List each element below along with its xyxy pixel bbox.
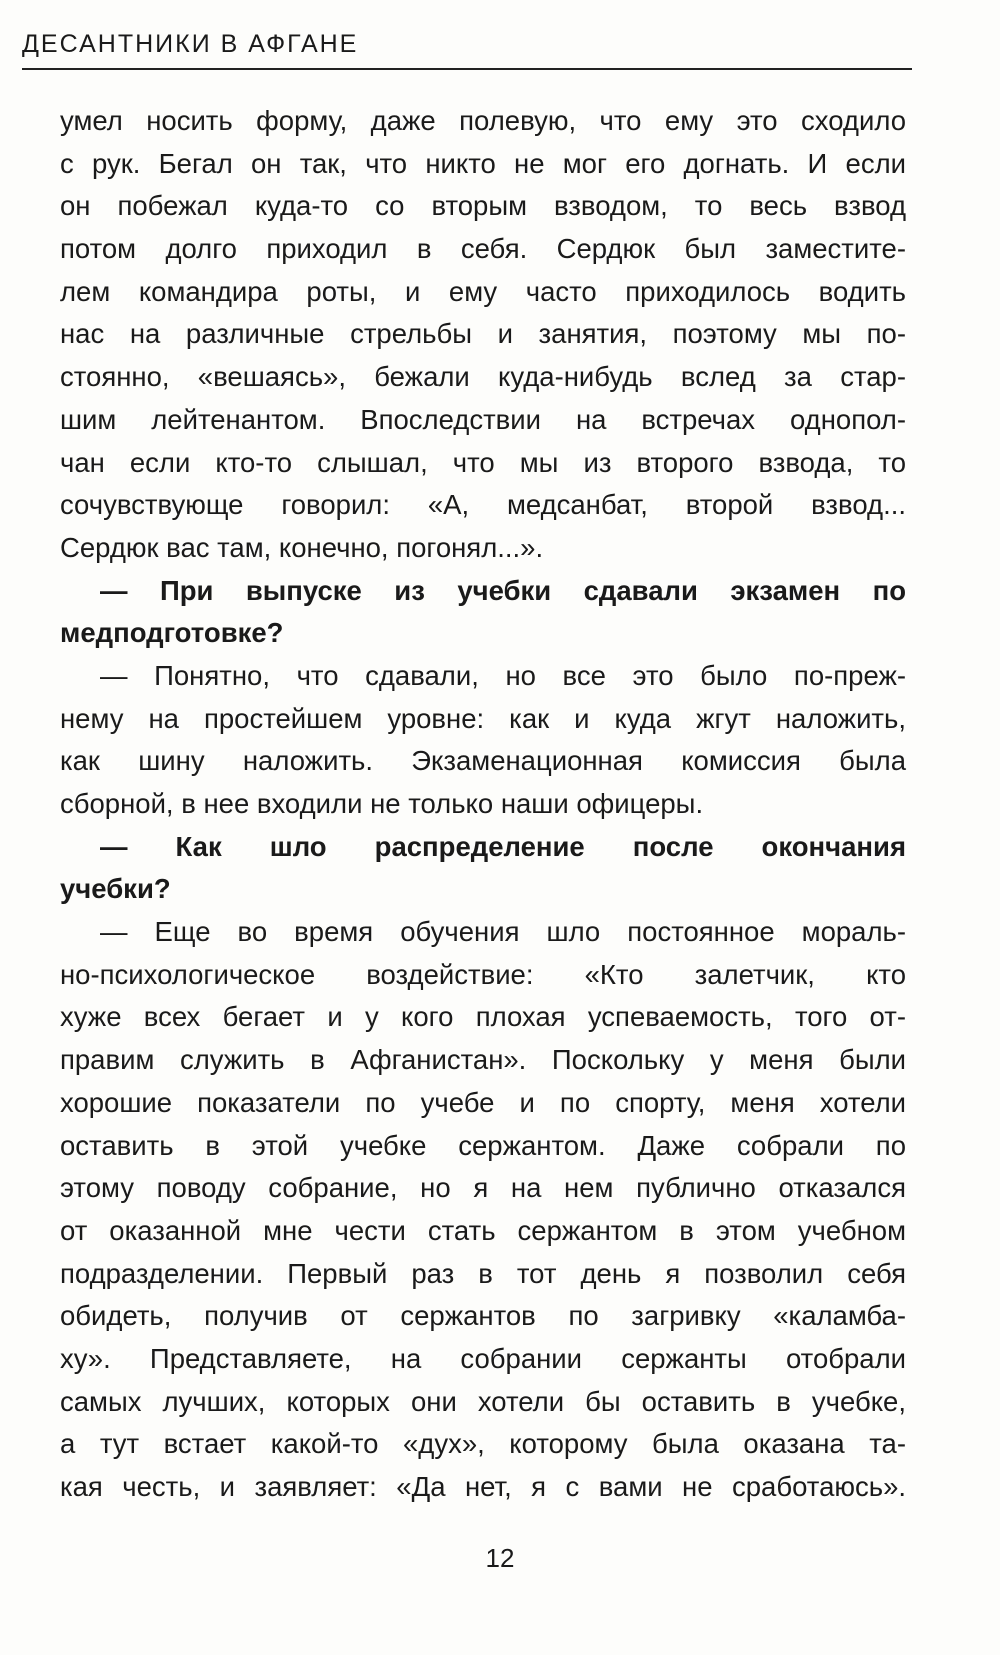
text-line: правим служить в Афганистан». Поскольку у меня были: [60, 1044, 906, 1076]
text-line: ху». Представляете, на собрании сержанты отобрали: [60, 1342, 906, 1374]
text-line: нему на простейшем уровне: как и куда жгут наложить,: [60, 702, 906, 734]
text-line: самых лучших, которых они хотели бы оставить в учебке,: [60, 1385, 906, 1417]
header-rule: [22, 68, 912, 70]
text-line: этому поводу собрание, но я на нем публично отказался: [60, 1172, 906, 1204]
text-line: он побежал куда-то со вторым взводом, то весь взвод: [60, 190, 906, 222]
text-line: — Еще во время обучения шло постоянное мораль-: [100, 916, 906, 948]
text-line: оставить в этой учебке сержантом. Даже собрали по: [60, 1129, 906, 1161]
text-line: шим лейтенантом. Впоследствии на встречах однопол-: [60, 403, 906, 435]
text-line: как шину наложить. Экзаменационная комиссия была: [60, 745, 906, 777]
text-line: сборной, в нее входили не только наши офицеры.: [60, 788, 704, 819]
text-line: хуже всех бегает и у кого плохая успеваемость, того от-: [60, 1001, 906, 1033]
text-line: стоянно, «вешаясь», бежали куда-нибудь вслед за стар-: [60, 361, 906, 393]
running-header: ДЕСАНТНИКИ В АФГАНЕ: [22, 30, 359, 58]
text-line: лем командира роты, и ему часто приходилось водить: [60, 275, 906, 307]
text-line: — Понятно, что сдавали, но все это было по-преж-: [100, 659, 906, 691]
text-line: сочувствующе говорил: «А, медсанбат, второй взвод...: [60, 489, 906, 521]
page-number: 12: [485, 1543, 515, 1573]
text-line: обидеть, получив от сержантов по загривку «каламба-: [60, 1300, 906, 1332]
text-line: кая честь, и заявляет: «Да нет, я с вами не сработаюсь».: [60, 1471, 906, 1502]
page-body: [60, 100, 906, 1509]
question-line: учебки?: [60, 873, 171, 905]
text-line: потом долго приходил в себя. Сердюк был заместите-: [60, 233, 906, 265]
question-line: медподготовке?: [60, 617, 284, 649]
text-line: а тут встает какой-то «дух», которому была оказана та-: [60, 1428, 906, 1460]
text-line: с рук. Бегал он так, что никто не мог его догнать. И если: [60, 147, 906, 179]
text-line: умел носить форму, даже полевую, что ему это сходило: [60, 105, 906, 136]
question-line: — Как шло распределение после окончания: [100, 830, 906, 862]
text-line: но-психологическое воздействие: «Кто залетчик, кто: [60, 958, 906, 990]
text-line: подразделении. Первый раз в тот день я позволил себя: [60, 1257, 906, 1289]
text-line: хорошие показатели по учебе и по спорту, меня хотели: [60, 1086, 906, 1118]
text-line: Сердюк вас там, конечно, погонял...».: [60, 531, 544, 563]
question-line: — При выпуске из учебки сдавали экзамен по: [100, 574, 906, 606]
text-line: нас на различные стрельбы и занятия, поэтому мы по-: [60, 318, 906, 350]
text-line: чан если кто-то слышал, что мы из второго взвода, то: [60, 446, 906, 478]
text-line: от оказанной мне чести стать сержантом в этом учебном: [60, 1214, 906, 1246]
